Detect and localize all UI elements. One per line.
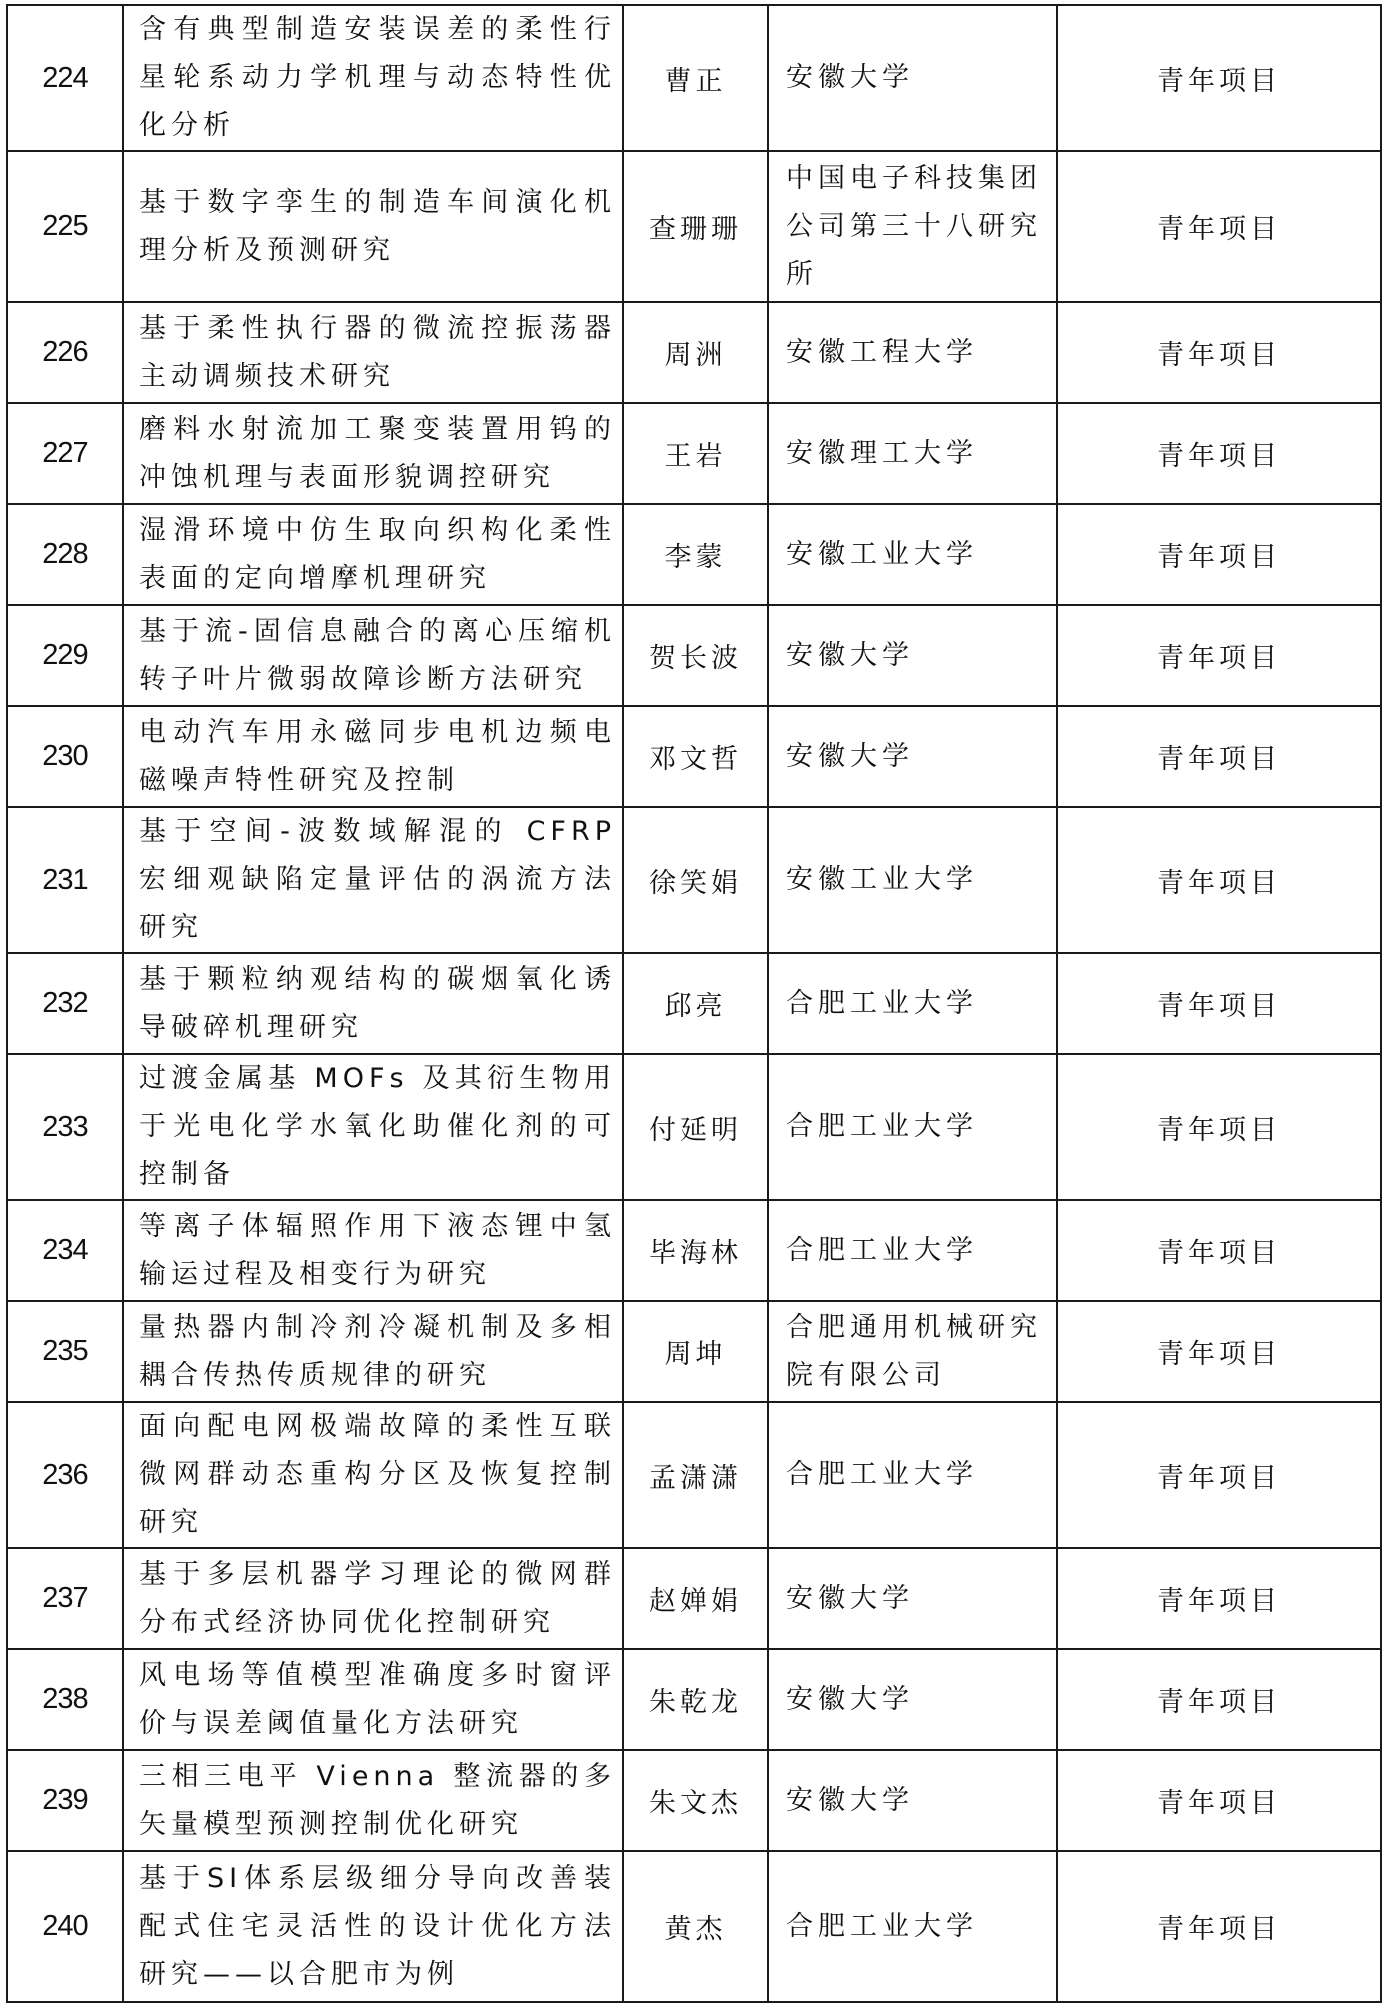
project-title: 基于空间-波数域解混的 CFRP 宏细观缺陷定量评估的涡流方法研究: [123, 807, 623, 953]
table-row: [7, 953, 1381, 1054]
project-number: 230: [7, 706, 123, 807]
principal-investigator: 贺长波: [623, 605, 768, 706]
table-row: [7, 1548, 1381, 1649]
project-title: 含有典型制造安装误差的柔性行星轮系动力学机理与动态特性优化分析: [123, 5, 623, 151]
principal-investigator: 徐笑娟: [623, 807, 768, 953]
table-row: [7, 403, 1381, 504]
institution: 安徽大学: [768, 1750, 1057, 1851]
institution: 安徽大学: [768, 5, 1057, 151]
principal-investigator: 邱亮: [623, 953, 768, 1054]
project-number: 229: [7, 605, 123, 706]
principal-investigator: 李蒙: [623, 504, 768, 605]
table-row: [7, 1301, 1381, 1402]
project-title: 湿滑环境中仿生取向织构化柔性表面的定向增摩机理研究: [123, 504, 623, 605]
project-title: 磨料水射流加工聚变装置用钨的冲蚀机理与表面形貌调控研究: [123, 403, 623, 504]
institution: 合肥工业大学: [768, 953, 1057, 1054]
institution: 安徽大学: [768, 706, 1057, 807]
table-row: [7, 706, 1381, 807]
project-type: 青年项目: [1057, 807, 1381, 953]
principal-investigator: 周坤: [623, 1301, 768, 1402]
table-row: [7, 302, 1381, 403]
project-title: 电动汽车用永磁同步电机边频电磁噪声特性研究及控制: [123, 706, 623, 807]
project-title: 基于柔性执行器的微流控振荡器主动调频技术研究: [123, 302, 623, 403]
project-title: 基于颗粒纳观结构的碳烟氧化诱导破碎机理研究: [123, 953, 623, 1054]
project-title: 风电场等值模型准确度多时窗评价与误差阈值量化方法研究: [123, 1649, 623, 1750]
table-row: [7, 151, 1381, 302]
institution: 安徽大学: [768, 1548, 1057, 1649]
project-number: 234: [7, 1200, 123, 1301]
project-title: 基于数字孪生的制造车间演化机理分析及预测研究: [123, 151, 623, 302]
project-title: 基于多层机器学习理论的微网群分布式经济协同优化控制研究: [123, 1548, 623, 1649]
principal-investigator: 朱文杰: [623, 1750, 768, 1851]
principal-investigator: 曹正: [623, 5, 768, 151]
table-row: [7, 1851, 1381, 2002]
principal-investigator: 朱乾龙: [623, 1649, 768, 1750]
project-type: 青年项目: [1057, 151, 1381, 302]
project-number: 235: [7, 1301, 123, 1402]
project-type: 青年项目: [1057, 605, 1381, 706]
table-row: [7, 504, 1381, 605]
project-type: 青年项目: [1057, 953, 1381, 1054]
project-number: 233: [7, 1054, 123, 1200]
institution: 安徽理工大学: [768, 403, 1057, 504]
project-number: 239: [7, 1750, 123, 1851]
principal-investigator: 邓文哲: [623, 706, 768, 807]
project-title: 过渡金属基 MOFs 及其衍生物用于光电化学水氧化助催化剂的可控制备: [123, 1054, 623, 1200]
table-row: [7, 807, 1381, 953]
project-type: 青年项目: [1057, 5, 1381, 151]
table-row: [7, 1200, 1381, 1301]
principal-investigator: 查珊珊: [623, 151, 768, 302]
table-row: [7, 1750, 1381, 1851]
project-title: 基于SI体系层级细分导向改善装配式住宅灵活性的设计优化方法研究——以合肥市为例: [123, 1851, 623, 2002]
project-number: 231: [7, 807, 123, 953]
project-number: 232: [7, 953, 123, 1054]
project-type: 青年项目: [1057, 1054, 1381, 1200]
project-type: 青年项目: [1057, 1548, 1381, 1649]
project-number: 238: [7, 1649, 123, 1750]
project-type: 青年项目: [1057, 1851, 1381, 2002]
table-row: [7, 1402, 1381, 1548]
table-row: [7, 5, 1381, 151]
project-type: 青年项目: [1057, 504, 1381, 605]
principal-investigator: 孟潇潇: [623, 1402, 768, 1548]
principal-investigator: 赵婵娟: [623, 1548, 768, 1649]
principal-investigator: 王岩: [623, 403, 768, 504]
principal-investigator: 周洲: [623, 302, 768, 403]
principal-investigator: 付延明: [623, 1054, 768, 1200]
project-number: 240: [7, 1851, 123, 2002]
institution: 合肥工业大学: [768, 1054, 1057, 1200]
project-table-body: [7, 5, 1381, 2002]
institution: 安徽工程大学: [768, 302, 1057, 403]
institution: 合肥工业大学: [768, 1402, 1057, 1548]
project-number: 224: [7, 5, 123, 151]
project-title: 三相三电平 Vienna 整流器的多矢量模型预测控制优化研究: [123, 1750, 623, 1851]
project-type: 青年项目: [1057, 403, 1381, 504]
project-type: 青年项目: [1057, 1200, 1381, 1301]
project-type: 青年项目: [1057, 1301, 1381, 1402]
institution: 安徽大学: [768, 1649, 1057, 1750]
project-number: 227: [7, 403, 123, 504]
institution: 安徽大学: [768, 605, 1057, 706]
institution: 安徽工业大学: [768, 504, 1057, 605]
project-number: 228: [7, 504, 123, 605]
principal-investigator: 黄杰: [623, 1851, 768, 2002]
institution: 合肥通用机械研究院有限公司: [768, 1301, 1057, 1402]
project-title: 面向配电网极端故障的柔性互联微网群动态重构分区及恢复控制研究: [123, 1402, 623, 1548]
principal-investigator: 毕海林: [623, 1200, 768, 1301]
institution: 安徽工业大学: [768, 807, 1057, 953]
project-title: 基于流-固信息融合的离心压缩机转子叶片微弱故障诊断方法研究: [123, 605, 623, 706]
institution: 合肥工业大学: [768, 1200, 1057, 1301]
table-row: [7, 1649, 1381, 1750]
project-type: 青年项目: [1057, 1750, 1381, 1851]
project-title: 量热器内制冷剂冷凝机制及多相耦合传热传质规律的研究: [123, 1301, 623, 1402]
project-title: 等离子体辐照作用下液态锂中氢输运过程及相变行为研究: [123, 1200, 623, 1301]
project-number: 225: [7, 151, 123, 302]
project-table: [6, 4, 1382, 2003]
project-type: 青年项目: [1057, 706, 1381, 807]
project-number: 226: [7, 302, 123, 403]
project-type: 青年项目: [1057, 1649, 1381, 1750]
project-number: 236: [7, 1402, 123, 1548]
project-type: 青年项目: [1057, 1402, 1381, 1548]
project-type: 青年项目: [1057, 302, 1381, 403]
project-number: 237: [7, 1548, 123, 1649]
table-row: [7, 605, 1381, 706]
institution: 合肥工业大学: [768, 1851, 1057, 2002]
institution: 中国电子科技集团公司第三十八研究所: [768, 151, 1057, 302]
table-row: [7, 1054, 1381, 1200]
